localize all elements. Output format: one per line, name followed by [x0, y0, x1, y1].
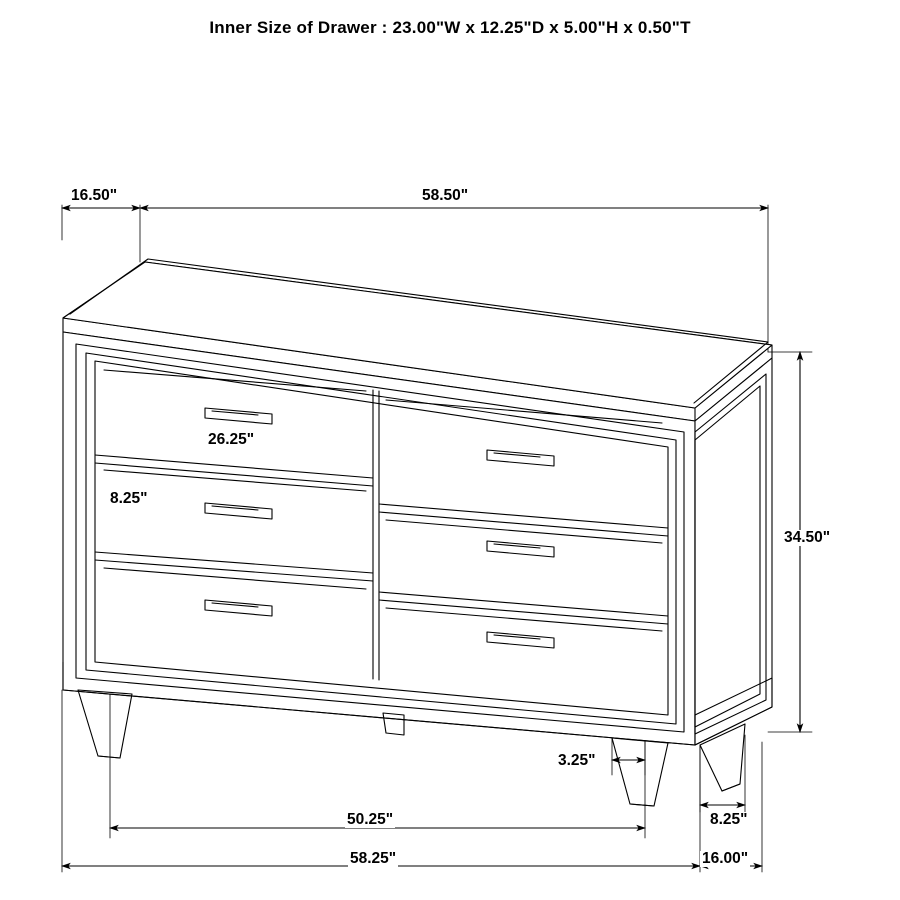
dim-width-top: 58.50": [422, 187, 469, 204]
dim-base-width: 50.25": [347, 811, 394, 828]
page-title: Inner Size of Drawer : 23.00"W x 12.25"D x 5.00"H x 0.50"T: [209, 18, 691, 37]
dim-depth-top-left: 16.50": [71, 187, 118, 204]
dim-leg-clearance: 3.25": [558, 752, 596, 769]
dim-overall-depth: 16.00": [702, 850, 749, 867]
dim-overall-width: 58.25": [350, 850, 397, 867]
dim-leg-depth: 8.25": [710, 811, 748, 828]
dim-drawer-inner-height: 8.25": [110, 490, 148, 507]
dim-height-right: 34.50": [784, 529, 831, 546]
dim-drawer-inner-width: 26.25": [208, 431, 255, 448]
